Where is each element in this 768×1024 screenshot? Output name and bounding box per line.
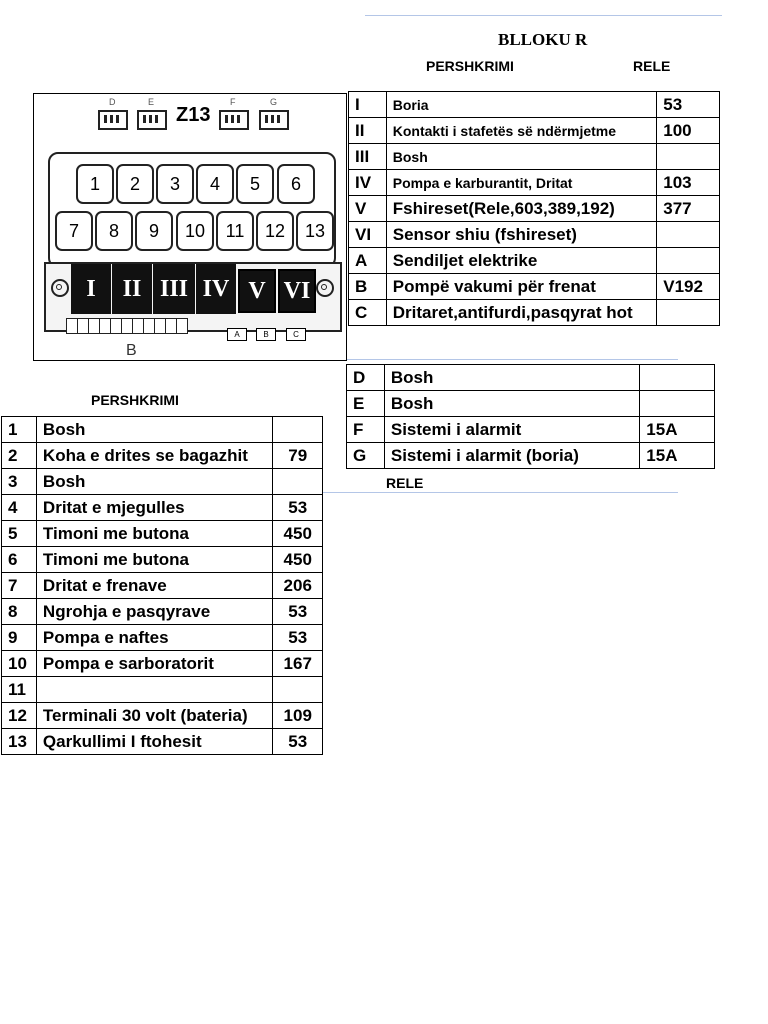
- row-desc: Sistemi i alarmit: [384, 417, 639, 443]
- row-desc: [36, 677, 273, 703]
- row-id: B: [349, 274, 387, 300]
- table-row: [347, 443, 715, 469]
- row-desc: Qarkullimi I ftohesit: [36, 729, 273, 755]
- row-rele: [640, 391, 715, 417]
- screw-left-icon: [51, 279, 69, 297]
- row-rele: 100: [657, 118, 720, 144]
- fuse-box-diagram: [33, 93, 347, 361]
- header-rele-bottom: RELE: [386, 475, 424, 491]
- table-row: [349, 144, 720, 170]
- row-rele: 206: [273, 573, 323, 599]
- connector-table: [346, 364, 715, 469]
- fuse-table: [1, 416, 323, 755]
- table-row: [347, 417, 715, 443]
- row-desc: Sendiljet elektrike: [386, 248, 657, 274]
- row-rele: 450: [273, 547, 323, 573]
- row-id: 4: [2, 495, 37, 521]
- row-rele: [657, 300, 720, 326]
- divider-line-top: [365, 15, 722, 16]
- connector-e-icon: [137, 110, 167, 130]
- connector-label-d: D: [109, 97, 116, 107]
- row-id: 5: [2, 521, 37, 547]
- row-rele: 79: [273, 443, 323, 469]
- relay-iv: IV: [196, 264, 236, 314]
- table-row: [349, 274, 720, 300]
- row-id: V: [349, 196, 387, 222]
- row-desc: Pompa e naftes: [36, 625, 273, 651]
- row-rele: [273, 677, 323, 703]
- box-label-b: B: [256, 328, 276, 341]
- fuse-11: 11: [216, 211, 254, 251]
- row-desc: Fshireset(Rele,603,389,192): [386, 196, 657, 222]
- row-desc: Pompa e karburantit, Dritat: [386, 170, 657, 196]
- row-id: 2: [2, 443, 37, 469]
- row-id: VI: [349, 222, 387, 248]
- row-desc: Dritat e frenave: [36, 573, 273, 599]
- z13-label: Z13: [176, 104, 211, 126]
- fuse-2: 2: [116, 164, 154, 204]
- page-title: BLLOKU R: [498, 30, 588, 49]
- table-row: [347, 365, 715, 391]
- row-rele: 53: [273, 625, 323, 651]
- row-rele: 377: [657, 196, 720, 222]
- row-id: II: [349, 118, 387, 144]
- row-rele: 15A: [640, 443, 715, 469]
- table-row: [349, 170, 720, 196]
- relay-iii: III: [153, 264, 195, 314]
- fuse-13: 13: [296, 211, 334, 251]
- header-description-bottom: PERSHKRIMI: [91, 392, 179, 408]
- row-desc: Ngrohja e pasqyrave: [36, 599, 273, 625]
- row-id: I: [349, 92, 387, 118]
- row-id: 9: [2, 625, 37, 651]
- table-row: [347, 391, 715, 417]
- table-row: [2, 469, 323, 495]
- row-rele: 167: [273, 651, 323, 677]
- fuse-6: 6: [277, 164, 315, 204]
- row-rele: 450: [273, 521, 323, 547]
- row-desc: Pompa e sarboratorit: [36, 651, 273, 677]
- row-desc: Bosh: [36, 417, 273, 443]
- header-rele-top: RELE: [633, 58, 671, 74]
- row-desc: Bosh: [384, 391, 639, 417]
- divider-line-lower: [322, 492, 678, 493]
- row-id: A: [349, 248, 387, 274]
- connector-label-g: G: [270, 97, 278, 107]
- row-rele: [657, 144, 720, 170]
- row-desc: Bosh: [384, 365, 639, 391]
- row-id: 12: [2, 703, 37, 729]
- row-rele: [657, 222, 720, 248]
- row-desc: Timoni me butona: [36, 547, 273, 573]
- row-id: 13: [2, 729, 37, 755]
- row-rele: 109: [273, 703, 323, 729]
- connector-label-e: E: [148, 97, 155, 107]
- row-rele: V192: [657, 274, 720, 300]
- table-row: [2, 677, 323, 703]
- table-row: [2, 599, 323, 625]
- relay-v: V: [238, 269, 276, 313]
- lower-slot-row: [66, 318, 188, 334]
- table-row: [349, 92, 720, 118]
- connector-g-icon: [259, 110, 289, 130]
- row-desc: Timoni me butona: [36, 521, 273, 547]
- fuse-3: 3: [156, 164, 194, 204]
- row-desc: Sistemi i alarmit (boria): [384, 443, 639, 469]
- row-rele: [640, 365, 715, 391]
- row-id: 3: [2, 469, 37, 495]
- row-desc: Bosh: [36, 469, 273, 495]
- table-row: [349, 196, 720, 222]
- row-rele: 53: [273, 599, 323, 625]
- connector-f-icon: [219, 110, 249, 130]
- table-row: [2, 521, 323, 547]
- table-row: [2, 651, 323, 677]
- table-row: [2, 573, 323, 599]
- row-rele: 53: [657, 92, 720, 118]
- table-row: [2, 547, 323, 573]
- row-id: 11: [2, 677, 37, 703]
- row-rele: 53: [273, 495, 323, 521]
- row-desc: Koha e drites se bagazhit: [36, 443, 273, 469]
- fuse-1: 1: [76, 164, 114, 204]
- row-id: F: [347, 417, 385, 443]
- fuse-4: 4: [196, 164, 234, 204]
- row-rele: 103: [657, 170, 720, 196]
- screw-right-icon: [316, 279, 334, 297]
- row-desc: Boria: [386, 92, 657, 118]
- block-letter: B: [126, 342, 137, 359]
- table-row: [349, 300, 720, 326]
- table-row: [2, 729, 323, 755]
- row-desc: Sensor shiu (fshireset): [386, 222, 657, 248]
- row-rele: [273, 417, 323, 443]
- fuse-5: 5: [236, 164, 274, 204]
- box-label-c: C: [286, 328, 306, 341]
- row-id: C: [349, 300, 387, 326]
- fuse-8: 8: [95, 211, 133, 251]
- table-row: [349, 248, 720, 274]
- row-id: 7: [2, 573, 37, 599]
- table-row: [2, 417, 323, 443]
- table-row: [2, 703, 323, 729]
- row-id: D: [347, 365, 385, 391]
- row-desc: Kontakti i stafetës së ndërmjetme: [386, 118, 657, 144]
- connector-label-f: F: [230, 97, 236, 107]
- box-label-a: A: [227, 328, 247, 341]
- row-id: III: [349, 144, 387, 170]
- fuse-9: 9: [135, 211, 173, 251]
- fuse-10: 10: [176, 211, 214, 251]
- row-id: 6: [2, 547, 37, 573]
- table-row: [2, 625, 323, 651]
- fuse-7: 7: [55, 211, 93, 251]
- row-rele: [657, 248, 720, 274]
- row-id: IV: [349, 170, 387, 196]
- relay-table: [348, 91, 720, 326]
- table-row: [2, 443, 323, 469]
- row-id: 8: [2, 599, 37, 625]
- row-desc: Bosh: [386, 144, 657, 170]
- row-id: 10: [2, 651, 37, 677]
- row-desc: Dritat e mjegulles: [36, 495, 273, 521]
- row-rele: 53: [273, 729, 323, 755]
- row-desc: Pompë vakumi për frenat: [386, 274, 657, 300]
- row-desc: Dritaret,antifurdi,pasqyrat hot: [386, 300, 657, 326]
- fuse-12: 12: [256, 211, 294, 251]
- row-desc: Terminali 30 volt (bateria): [36, 703, 273, 729]
- table-row: [2, 495, 323, 521]
- row-rele: [273, 469, 323, 495]
- relay-i: I: [71, 264, 111, 314]
- row-rele: 15A: [640, 417, 715, 443]
- connector-d-icon: [98, 110, 128, 130]
- relay-ii: II: [112, 264, 152, 314]
- table-row: [349, 222, 720, 248]
- row-id: G: [347, 443, 385, 469]
- row-id: E: [347, 391, 385, 417]
- row-id: 1: [2, 417, 37, 443]
- table-row: [349, 118, 720, 144]
- header-description-top: PERSHKRIMI: [426, 58, 514, 74]
- relay-vi: VI: [278, 269, 316, 313]
